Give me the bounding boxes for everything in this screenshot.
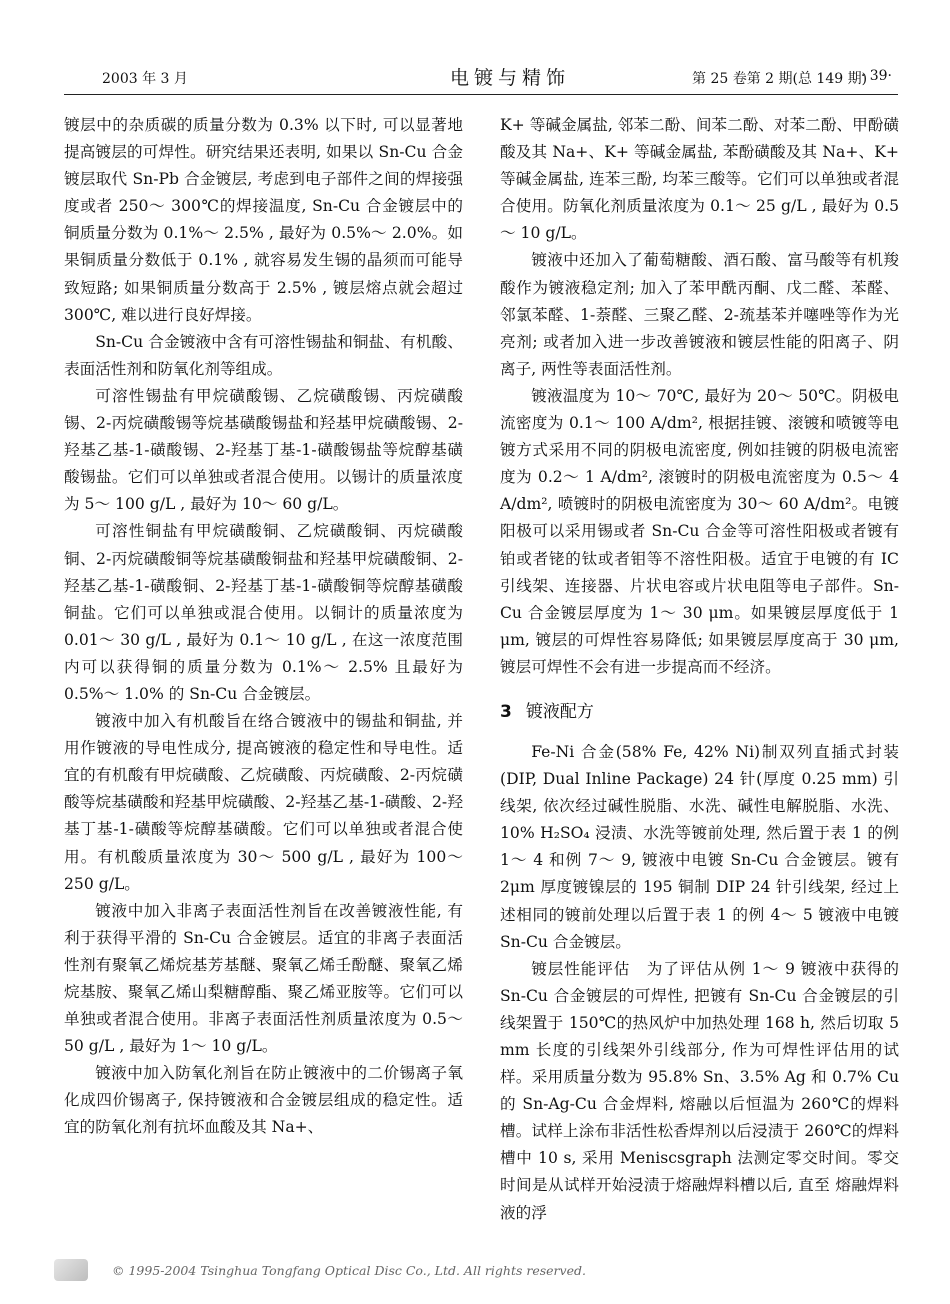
running-header: [64, 60, 898, 95]
paragraph: 镀液中加入防氧化剂旨在防止镀液中的二价锡离子氧化成四价锡离子, 保持镀液和合金镀层组成的稳定性。适宜的防氧化剂有抗坏血酸及其 Na+、: [64, 1064, 463, 1137]
paragraph: K+ 等碱金属盐, 邻苯二酚、间苯二酚、对苯二酚、甲酚磺酸及其 Na+、K+ 等碱金属盐, 苯酚磺酸及其 Na+、K+ 等碱金属盐, 连苯三酚, 均苯三酸等。它们可以单独或者混合使用。防氧化剂质量浓度为 0.1～ 25 g/L , 最好为 0.5～ 10 g/L。: [500, 116, 899, 243]
section-number: 3: [500, 701, 512, 722]
paragraph: 镀层中的杂质碳的质量分数为 0.3% 以下时, 可以显著地提高镀层的可焊性。研究结果还表明, 如果以 Sn-Cu 合金镀层取代 Sn-Pb 合金镀层, 考虑到电子部件之间的焊接强度或者 250～ 300℃的焊接温度, Sn-Cu 合金镀层中的铜质量分数为 0.1%～ 2.5% , 最好为 0.5%～ 2.0%。如果铜质量分数低于 0.1% , 就容易发生锡的晶须而可能导致短路; 如果铜质量分数高于 2.5% , 镀层熔点就会超过 300℃, 难以进行良好焊接。: [64, 116, 463, 324]
header-date: 2003 年 3 月: [102, 71, 188, 87]
paragraph: 镀层性能评估 为了评估从例 1～ 9 镀液中获得的 Sn-Cu 合金镀层的可焊性, 把镀有 Sn-Cu 合金镀层的引线架置于 150℃的热风炉中加热处理 168 h, 然后切取 5 mm 长度的引线架外引线部分, 作为可焊性评估用的试样。采用质量分数为 95.8% Sn、3.5% Ag 和 0.7% Cu 的 Sn-Ag-Cu 合金焊料, 熔融以后恒温为 260℃的焊料槽。试样上涂布非活性松香焊剂以后浸渍于 260℃的焊料槽中 10 s, 采用 Meniscsgraph 法测定零交时间。零交时间是从试样开始浸渍于熔融焊料槽以后, 直至 熔融焊料液的浮: [500, 959, 899, 1222]
paragraph: 镀液温度为 10～ 70℃, 最好为 20～ 50℃。阴极电流密度为 0.1～ 100 A/dm², 根据挂镀、滚镀和喷镀等电镀方式采用不同的阴极电流密度, 例如挂镀的阴极电流密度为 0.2～ 1 A/dm², 滚镀时的阴极电流密度为 0.5～ 4 A/dm², 喷镀时的阴极电流密度为 30～ 60 A/dm²。电镀阳极可以采用锡或者 Sn-Cu 合金等可溶性阳极或者镀有铂或者铑的钛或者钼等不溶性阳极。适宜于电镀的有 IC 引线架、连接器、片状电容或片状电阻等电子部件。Sn-Cu 合金镀层厚度为 1～ 30 μm。如果镀层厚度低于 1 μm, 镀层的可焊性容易降低; 如果镀层厚度高于 30 μm, 镀层可焊性不会有进一步提高而不经济。: [500, 386, 899, 676]
paragraph: Sn-Cu 合金镀液中含有可溶性锡盐和铜盐、有机酸、表面活性剂和防氧化剂等组成。: [64, 332, 463, 378]
page-number: · 39·: [860, 68, 892, 84]
issue-info: 第 25 卷第 2 期(总 149 期): [692, 71, 868, 87]
right-column: [500, 112, 899, 1227]
paragraph: 镀液中加入有机酸旨在络合镀液中的锡盐和铜盐, 并用作镀液的导电性成分, 提高镀液的稳定性和导电性。适宜的有机酸有甲烷磺酸、乙烷磺酸、丙烷磺酸、2-丙烷磺酸等烷基磺酸和羟基甲烷磺酸、2-羟基乙基-1-磺酸、2-羟基丁基-1-磺酸等烷醇基磺酸。它们可以单独或者混合使用。有机酸质量浓度为 30～ 500 g/L , 最好为 100～ 250 g/L。: [64, 712, 463, 893]
left-column: [64, 112, 463, 1142]
paragraph: 可溶性铜盐有甲烷磺酸铜、乙烷磺酸铜、丙烷磺酸铜、2-丙烷磺酸铜等烷基磺酸铜盐和羟基甲烷磺酸铜、2-羟基乙基-1-磺酸铜、2-羟基丁基-1-磺酸铜等烷醇基磺酸铜盐。它们可以单独或混合使用。以铜计的质量浓度为 0.01～ 30 g/L , 最好为 0.1～ 10 g/L , 在这一浓度范围内可以获得铜的质量分数为 0.1%～ 2.5% 且最好为 0.5%～ 1.0% 的 Sn-Cu 合金镀层。: [64, 522, 463, 703]
section-heading: [500, 699, 899, 725]
paragraph: 镀液中还加入了葡萄糖酸、酒石酸、富马酸等有机羧酸作为镀液稳定剂; 加入了苯甲酰丙酮、戊二醛、苯醛、邻氯苯醛、1-萘醛、三聚乙醛、2-巯基苯并噻唑等作为光亮剂; 或者加入进一步改善镀液和镀层性能的阳离子、阴离子, 两性等表面活性剂。: [500, 251, 899, 378]
journal-title: 电镀与精饰: [450, 67, 571, 89]
paragraph: 镀液中加入非离子表面活性剂旨在改善镀液性能, 有利于获得平滑的 Sn-Cu 合金镀层。适宜的非离子表面活性剂有聚氧乙烯烷基芳基醚、聚氧乙烯壬酚醚、聚氧乙烯烷基胺、聚氧乙烯山梨糖醇酯、聚乙烯亚胺等。它们可以单独或者混合使用。非离子表面活性剂质量浓度为 0.5～ 50 g/L , 最好为 1～ 10 g/L。: [64, 901, 463, 1056]
section-title: 镀液配方: [525, 701, 594, 722]
copyright-notice: © 1995-2004 Tsinghua Tongfang Optical Disc Co., Ltd. All rights reserved.: [112, 1263, 586, 1278]
cnki-logo-icon: [54, 1259, 88, 1281]
paragraph: 可溶性锡盐有甲烷磺酸锡、乙烷磺酸锡、丙烷磺酸锡、2-丙烷磺酸锡等烷基磺酸锡盐和羟基甲烷磺酸锡、2-羟基乙基-1-磺酸锡、2-羟基丁基-1-磺酸锡盐等烷醇基磺酸锡盐。它们可以单独或者混合使用。以锡计的质量浓度为 5～ 100 g/L , 最好为 10～ 60 g/L。: [64, 386, 463, 514]
footer: [0, 1258, 950, 1288]
paragraph: Fe-Ni 合金(58% Fe, 42% Ni)制双列直插式封装(DIP, Dual Inline Package) 24 针(厚度 0.25 mm) 引线架, 依次经过碱性脱脂、水洗、碱性电解脱脂、水洗、10% H₂SO₄ 浸渍、水洗等镀前处理, 然后置于表 1 的例 1～ 4 和例 7～ 9, 镀液中电镀 Sn-Cu 合金镀层。镀有 2μm 厚度镀镍层的 195 铜制 DIP 24 针引线架, 经过上述相同的镀前处理以后置于表 1 的例 4～ 5 镀液中电镀 Sn-Cu 合金镀层。: [500, 742, 899, 951]
